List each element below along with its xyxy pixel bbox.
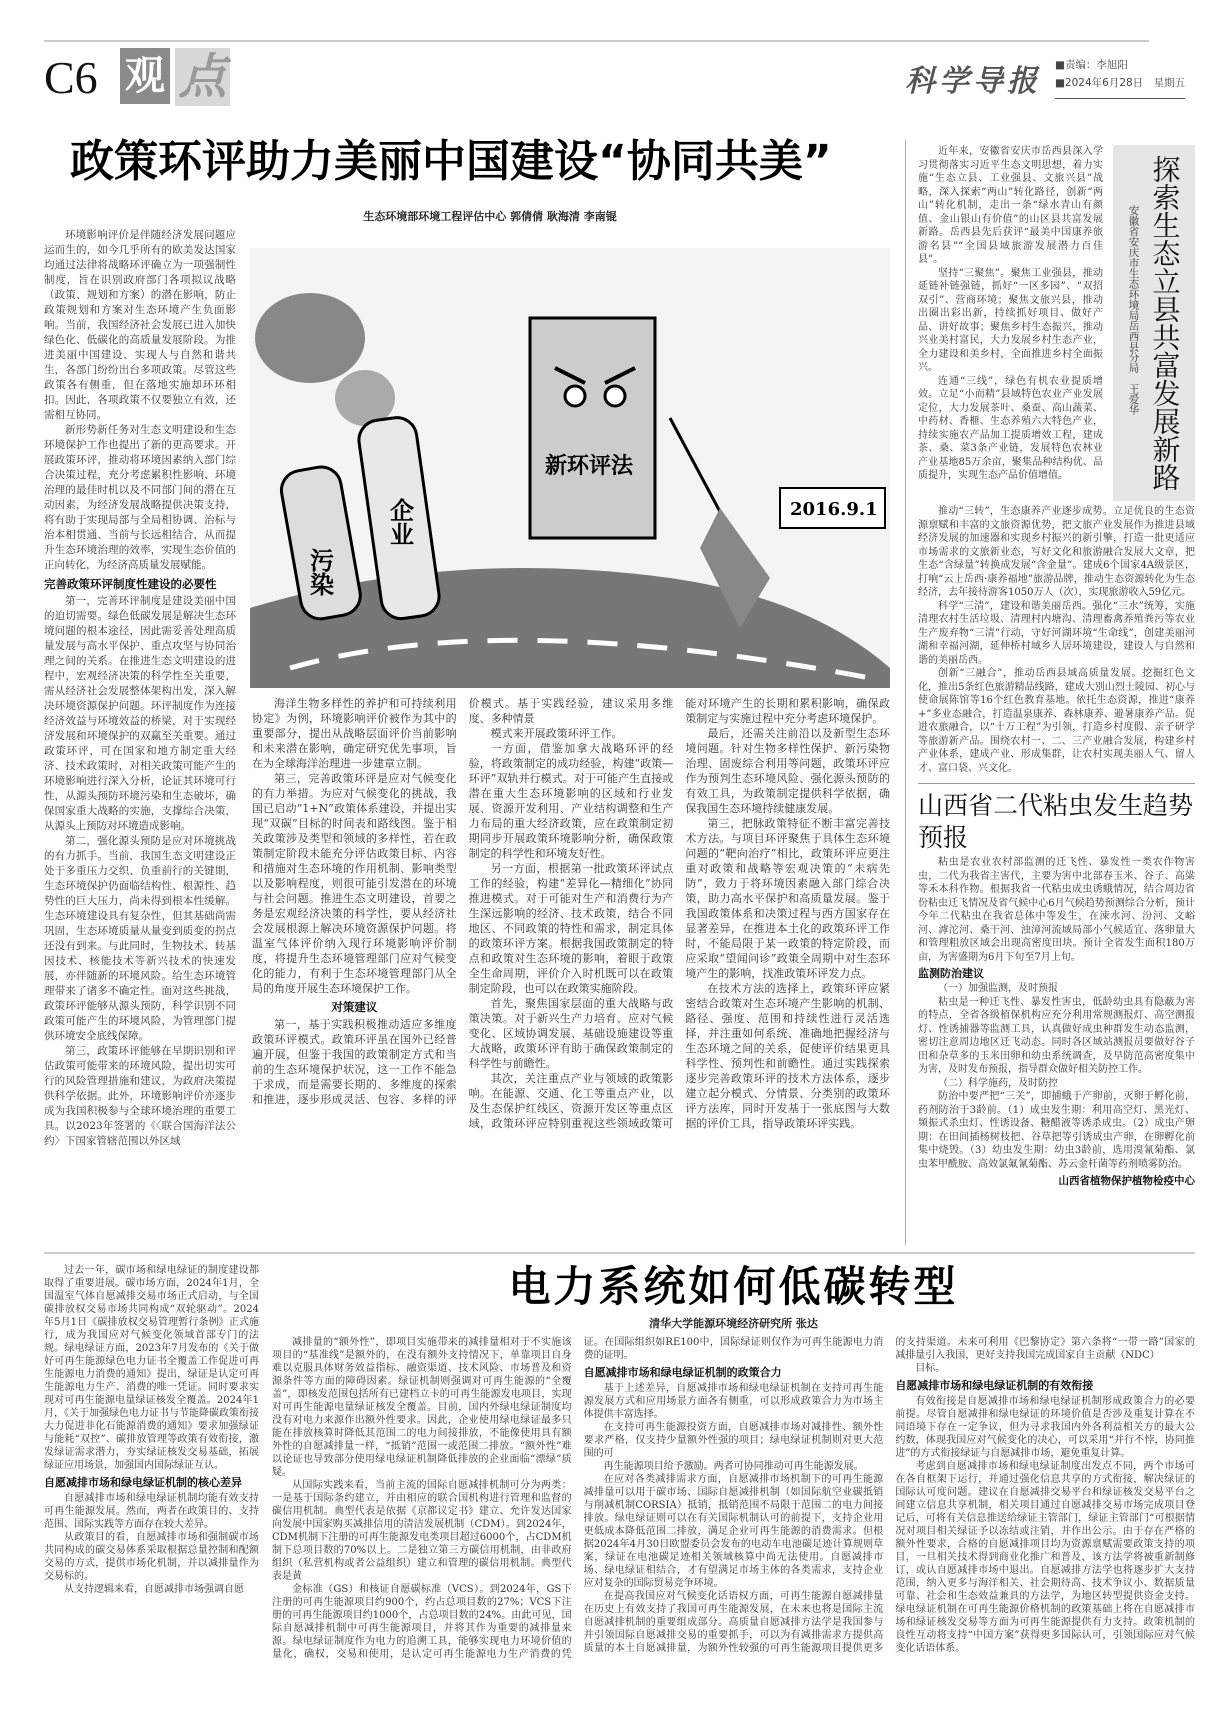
article3-title: 山西省二代粘虫发生趋势预报 <box>918 791 1194 852</box>
paragraph: 第三，完善政策环评是应对气候变化的有力举措。为应对气候变化的挑战，我国已启动“1+N”政策体系建设，并提出实现“双碳”目标的时间表和路线图。鉴于相关政策涉及类型和领域的多样性，若在政策制定阶段未能充分评估政策目标、内容和措施对生态环境的作用机制、影响类型以及影响程度，则很可能引发潜在的环境与社会问题。推进生态文明建设，首要之务是宏观经济决策的科学性，要从经济社会发展根源上解决环境资源保护问题。将温室气体评价纳入现行环境影响评价制度，将提升生态环境管理部门应对气候变化的能力，有利于生态环境管理部门从全局的角度开展生态环境保护工作。 <box>252 772 457 995</box>
section-logo <box>120 48 240 106</box>
article2-byline: 安徽省安庆市生态环境局岳西县分局 王爱华 <box>1127 205 1140 415</box>
paragraph: 从国际实践来看，当前主流的国际自愿减排机制可分为两类：一是基于国际条约建立，并由相应的联合国机构进行管理和监督的碳信用机制。典型代表是依据《京都议定书》建立、允许发达国家向发展中国家购买减排信用的清洁发展机制（CDM）。到2024年，CDM机制下注册的可再生能源发电类项目超过6000个，占CDM机制下总项目数的70%以上。二是独立第三方碳信用机制，由非政府组织（私营机构或者公益组织）建立和管理的碳信用机制。典型代表是黄 <box>272 1480 572 1582</box>
subheading: 监测防治建议 <box>918 967 984 980</box>
page-number: C6 <box>44 52 98 103</box>
paragraph: （一）加强监测，及时预报 <box>938 983 1058 994</box>
paragraph: 最后，还需关注前沿以及新型生态环境问题。针对生物多样性保护、新污染物治理、固废综合利用等问题，政策环评应作为预判生态环境风险、强化源头预防的有效工具，为政策制定提供科学依据，确保我国生态环境持续健康发展。 <box>685 727 890 815</box>
article2-column-top <box>918 145 1103 501</box>
paragraph: 减排量的“额外性”，即项目实施带来的减排量相对于不实施该项目的“基准线”是额外的，在没有额外支持情况下，单靠项目自身难以克服具体财务效益指标、融资渠道、技术风险、市场普及和资源条件等方面的障碍因素。绿证机制则强调对可再生能源的“全覆盖”，即核发范围包括所有已建档立卡的可再生能源发电项目，实现对可再生能源电量绿证核发全覆盖。目前，国内外绿电绿证制度均没有对电力来源作出额外性要求。因此，企业使用绿电绿证最多只能在排放核算时降低其范围二的电力间接排放，不能像使用具有额外性的自愿减排量一样，“抵销”范围一或范围二排放。“额外性”难以论证也导致部分使用绿电绿证机制降低排放的企业面临“漂绿”质疑。 <box>272 1337 572 1478</box>
article2-title: 探索生态立县共富发展新路 <box>1148 155 1182 491</box>
article3-body <box>918 856 1195 1171</box>
paragraph: 连通“三线”，绿色有机农业提质增效。立足“小而精”县域特色农业产业发展定位，大力发展茶叶、桑蚕、高山蔬菜、中药材、香榧、生态养殖六大特色产业，持续实施农产品加工提质增效工程，建成茶、桑、菜3条产业链，发展特色农林业产业基地85万余亩，聚集品种结构优、品质提升，实现生态产品价值增值。 <box>918 375 1103 481</box>
editor-label: ■责编：李旭阳 <box>1055 59 1128 71</box>
article-byline: 生态环境部环境工程评估中心 郭倩倩 耿海清 李南锟 <box>363 210 617 223</box>
paragraph: 第三，把脉政策特征不断丰富完善技术方法。与项目环评聚焦于具体生态环境问题的“靶向治疗”相比，政策环评应更注重对政策和战略等宏观决策的“未病先防”，致力于将环境因素融入部门综合决策，助力高水平保护和高质量发展。鉴于我国政策体系和决策过程与西方国家存在显著差异，在推进本土化的政策环评工作时，不能局限于某一政策的特定阶段，而应采取“望闻问诊”政策全周期中对生态环境产生的影响，找准政策环评发力点。 <box>685 817 890 980</box>
smoke-cloud <box>255 293 365 383</box>
paragraph: 坚持“三聚焦”。聚焦工业强县，推动延链补链强链，抓好“一区多园”、“双招双引”、营商环境；聚焦文旅兴县，推动出圈出彩出新，持续抓好项目、做好产品、讲好故事；聚焦乡村生态振兴，推动兴业美村富民，大力发展乡村生态产业，全力建设和美乡村，全面推进乡村全面振兴。 <box>918 267 1103 373</box>
law-book-figure <box>530 318 655 538</box>
paragraph: 另一方面，根据第一批政策环评试点工作的经验，构建“差异化—精细化”协同推进模式。对于可能对生产和消费行为产生深远影响的经济、技术政策，结合不同地区、不同政策的特性和需求，制定具体的政策环评方案。根据我国政策制定的特点和政策对生态环境的影响，着眼于政策全生命周期，评价介入时机既可以在政策制定阶段，也可以在政策实施阶段。 <box>468 862 674 995</box>
paragraph: 一方面，借鉴加拿大战略环评的经验，将政策制定的成功经验，构建“政策—环评”双轨并行模式。对于可能产生直接或潜在重大生态环境影响的区域和行业发展、资源开发利用、产业结构调整和生产力布局的重大经济政策，应在政策制定初期同步开展政策环境影响分析，确保政策制定的科学性和环境友好性。 <box>468 742 674 860</box>
cartoon-svg <box>250 248 890 688</box>
paragraph: 从政策目的看，自愿减排市场和强制碳市场共同构成的碳交易体系采取根据总量控制和配额交易的方式，提供市场化机制，并以减排量作为交易标的。 <box>44 1532 259 1582</box>
subheading: 自愿减排市场和绿电绿证机制的政策合力 <box>583 1366 782 1379</box>
paragraph: 从支持逻辑来看，自愿减排市场强调自愿 <box>64 1584 244 1595</box>
paragraph: 第三，政策环评能够在早期识别和评估政策可能带来的环境风险，提出切实可行的风险管理措施和建议，为政府决策提供科学依据。此外，环境影响评价亦逐步成为我国积极参与全球环境治理的重要工具。以2023年签署的《〈联合国海洋法公约〉下国家管辖范围以外区域 <box>44 1045 236 1147</box>
eye <box>605 386 625 406</box>
paragraph: 第一，基于实践积极推动适应多维度政策环评模式。政策环评虽在国外已经普遍开展，但鉴于我国的政策制定方式和当前的生态环境保护状况，这一工作不能急于求成，而是需要长期的、多维度的探索和推进，逐步形成灵活、包容、多样的评价模式。基于实践经验，建议采用多维度、多种情景 <box>252 697 674 1106</box>
paragraph: 在提高我国应对气候变化话语权方面，可再生能源自愿减排量在历史上有效支持了我国可再生能源发展，在未来也将是国际主流自愿减排机制的重要组成部分。高质量自愿减排方法学是我国参与并引领国际自愿减排交易的重要抓手，可以为有减排需求方提供高质量的本土自愿减排量，为额外性较强的可再生能源项目提供更多的支持渠道。未来可利用《巴黎协定》第六条将“一带一路”国家的减排量引入我国，更好支持我国完成国家自主贡献（NDC） <box>583 1337 1195 1654</box>
cartoon-illustration <box>250 248 890 688</box>
article4-title: 电力系统如何低碳转型 <box>508 1262 959 1311</box>
subheading: 完善政策环评制度性建设的必要性 <box>44 577 217 591</box>
paragraph: 自愿减排市场和绿电绿证机制均能有效支持可再生能源发展。然而，两者在政策目的、支持范围、国际实践等方面存在较大差异。 <box>44 1493 259 1530</box>
article2-top <box>918 145 1195 501</box>
article2-column-bottom <box>918 505 1195 775</box>
paragraph: 在支持可再生能源投资方面，自愿减排市场对减排性、额外性要求严格，仅支持少量额外性强的项目；绿电绿证机制则对更大范围的可 <box>583 1422 884 1459</box>
paragraph: （二）科学施药，及时防控 <box>938 1077 1058 1089</box>
paragraph: 金标准（GS）和核证自愿碳标准（VCS）。到2024年，GS下注册的可再生能源项目约900个，约占总项目数的27%；VCS下注册的可再生能源项目约1000个，占总项目数的24%。由此可见，国际自愿减排机制中可再生能源项目，并将其作为重要的减排量来源。绿电绿证制度作为电力的追溯工具，能够实现电力环境价值的量化，确权，交易和使用，是认定可再生能源电力生产消费的凭证。在国际组织如RE100中，国际绿证则仅作为可再生能源电力消费的证明。 <box>272 1337 884 1660</box>
paragraph: 科学“三清”，建设和谐美丽岳西。强化“三水”统筹，实施清理农村生活垃圾、清理村内塘沟、清理畜禽养殖粪污等农业生产废弃物“三清”行动，守好河湖环境“生命线”，创建美丽河湖和幸福河湖，延伸桥村域乡人居环境建设，建设人与自然和谐的美丽岳西。 <box>918 600 1195 666</box>
right-column <box>918 145 1195 1188</box>
subheading: 对策建议 <box>331 1000 378 1014</box>
paragraph: 环境影响评价是伴随经济发展问题应运而生的，如今几乎所有的欧美发达国家均通过法律将战略环评确立为一项强制性制度，旨在识别政府部门各项拟议战略（政策、规划和方案）的潜在影响，防止政策规划和方案对生态环境产生负面影响。当前，我国经济社会发展已进入加快绿色化、低碳化的高质量发展阶段。为推进美丽中国建设、实现人与自然和谐共生，各部门纷纷出台多项政策。尽管这些政策各有侧重，但在落地实施却环环相扣。因此，各项政策不仅要独立有效，还需相互协同。 <box>44 229 236 421</box>
paragraph: 推动“三转”，生态康养产业逐步成势。立足优良的生态资源禀赋和丰富的文旅资源优势，把文旅产业发展作为推进县域经济发展的加速器和实现乡村振兴的新引擎，打造一批更适应市场需求的文旅新业态，写好文化和旅游融合发展大文章，把生态“含绿量”转换成发展“含金量”。建成6个国家4A级景区，打响“云上岳西·康养福地”旅游品牌，推动生态资源转化为生态经济，去年接待游客1050万人（次），实现旅游收入59亿元。 <box>918 506 1195 598</box>
paragraph: 首先，聚焦国家层面的重大战略与政策决策。对于新兴生产力培育、应对气候变化、区域协调发展、基础设施建设等重大战略，政策环评有助于确保政策制定的科学性与前瞻性。 <box>468 997 674 1070</box>
subheading: 自愿减排市场和绿电绿证机制的有效衔接 <box>895 1379 1094 1392</box>
paragraph: 目标。 <box>915 1363 946 1374</box>
header-meta-rule <box>1055 98 1185 99</box>
paragraph: 防治中要严把“三关”，即捕蛾于产卵前，灭卵于孵化前，药剂防治于3龄前。（1）成虫发生期：利用高空灯、黑光灯、频振式杀虫灯、性诱设备、糖醋液等诱杀成虫。（2）成虫产卵期：在田间插杨树枝把、谷草把等引诱成虫产卵，在卵孵化前集中烧毁。（3）幼虫发生期：幼虫3龄前，选用溴氰菊酯、氯虫苯甲酰胺、高效氯氟氰菊酯、苏云金杆菌等药剂喷雾防治。 <box>918 1091 1195 1170</box>
subheading: 自愿减排市场和绿电绿证机制的核心差异 <box>44 1476 242 1489</box>
paragraph: 过去一年，碳市场和绿电绿证的制度建设都取得了重要进展。碳市场方面，2024年1月，全国温室气体自愿减排交易市场正式启动，与全国碳排放权交易市场共同构成“双轮驱动”。2024年5月1日《碳排放权交易管理暂行条例》正式施行，成为我国应对气候变化领域首部专门的法规。绿电绿证方面，2023年7月发布的《关于做好可再生能源绿色电力证书全覆盖工作促进可再生能源电力消费的通知》提出，绿证是认定可再生能源电力生产、消费的唯一凭证。同时要求实现对可再生能源电量绿证核发全覆盖。2024年1月，《关于加强绿色电力证书与节能降碳政策衔接大力促进非化石能源消费的通知》要求加强绿证与能耗“双控”、碳排放管理等政策有效衔接，激发绿证需求潜力，夯实绿证核发交易基础，拓展绿证应用场景，加强国内国际绿证互认。 <box>44 1265 259 1471</box>
section-logo-char-2: 点 <box>175 48 230 106</box>
article4-byline: 清华大学能源环境经济研究所 张达 <box>649 1317 818 1330</box>
article1-column-1 <box>44 228 236 1149</box>
article4-columns-2-5 <box>272 1336 1195 1661</box>
cartoon-label-date: 2016.9.1 <box>790 499 878 520</box>
column-divider <box>905 140 906 1245</box>
paragraph: 新形势新任务对生态文明建设和生态环境保护工作也提出了新的更高要求。开展政策环评，推动将环境因素纳入部门综合决策过程，充分考虑累积性影响、环境治理的最佳时机以及不同部门间的潜在互动因素，为经济发展战略提供决策支持，将有助于实现局部与全局相协调、治标与治本相贯通、当前与长远相结合，从而提升生态环境治理的效率，实现生态价值的正向转化，为经济高质量发展赋能。 <box>44 424 236 571</box>
paragraph: 第二，强化源头预防是应对环境挑战的有力抓手。当前，我国生态文明建设正处于多重压力交织、负重前行的关键期，生态环境保护仍面临结构性、根源性、趋势性的巨大压力，尚未得到根本性缓解。生态环境建设具有复杂性，但其基础尚需巩固，生态环境质量从量变到质变的拐点还没有到来。与此同时，生物技术、转基因技术、核能技术等新兴技术的快速发展，亦伴随新的环境风险。给生态环境管理带来了诸多不确定性。面对这些挑战，政策环评能够从源头预防，科学识别不同政策可能产生的环境风险，为管理部门提供环境安全底线保障。 <box>44 835 236 1042</box>
article1-columns-2-4 <box>252 696 890 1131</box>
paragraph: 粘虫是农业农村部监测的迁飞性、暴发性一类农作物害虫，二代为我省主害代，主要为害中北部春玉米、谷子、高粱等禾本科作物。根据我省一代粘虫成虫诱蛾情况，结合周边省份粘虫迁飞情况及省气候中心6月气候趋势预测综合分析，预计今年二代粘虫在我省总体中等发生，在涑水河、汾河、文峪河、滹沱河、桑干河、浊漳河流域局部小气候适宜、落卵量大和管理粗放区域会出现高密度田块。预计全省发生面积180万亩，为害盛期为6月下旬至7月上旬。 <box>918 857 1195 963</box>
article3-top-rule <box>918 783 1195 784</box>
paragraph: 创新“三融合”，推动岳西县域高质量发展。挖掘红色文化，推出5条红色旅游精品线路，建成大别山烈士陵园、初心与使命展陈馆等16个红色教育基地。依托生态资源，推进“康养+”多业态融合，打造温泉康养、森林康养、避暑康养产品。促进农旅融合，以“十万工程”为引领，打造乡村度假、亲子研学等旅游新产品。围绕农村一、二、三产业融合发展，构建乡村产业体系，建成产业、形成集群，让农村实现美丽人气、留人才、富口袋、兴文化。 <box>918 668 1195 774</box>
paragraph: 海洋生物多样性的养护和可持续利用协定》为例，环境影响评价被作为其中的重要部分，提出从战略层面评价当前影响和未来潜在影响，确定研究优先事项，旨在为全球海洋治理进一步建章立制。 <box>252 697 457 770</box>
paragraph: 再生能源项目给予激励。两者可协同推动可再生能源发展。 <box>603 1461 864 1472</box>
section-logo-char-1: 观 <box>120 48 170 104</box>
header-top-rule <box>44 40 1149 42</box>
paragraph: 近年来，安徽省安庆市岳西县深入学习贯彻落实习近平生态文明思想，着力实施“生态立县、工业强县、文旅兴县”战略，深入探索“两山”转化路径，创新“两山”转化机制，走出一条“绿水青山有颜值、金山银山有价值”的山区县共富发展新路。岳西县先后获评“最美中国康养旅游名县”“全国县域旅游发展潜力百佳县”。 <box>918 146 1103 265</box>
issue-date: ■2024年6月28日 星期五 <box>1055 77 1186 89</box>
paragraph: 在技术方法的选择上，政策环评应紧密结合政策对生态环境产生影响的机制、路径、强度、范围和持续性进行灵活选择，并注重如何系统、准确地把握经济与生态环境之间的关系，促使评价结果更具科学性、预判性和前瞻性。通过实践探索逐步完善政策环评的技术方法体系，逐步建立起分模式、分情景、分类别的政策环评方法库，同时开发基于一张底图与大数据的评价工具，指导政策环评实践。 <box>685 982 890 1130</box>
cartoon-label-pollution: 污染 <box>305 548 335 596</box>
cartoon-label-enterprise: 企业 <box>385 498 415 546</box>
paragraph: 在应对各类减排需求方面，自愿减排市场机制下的可再生能源减排量可以用于碳市场、国际自愿减排机制（如国际航空业碳抵销与削减机制CORSIA）抵销，抵销范围不局限于范围二的电力间接排放。绿电绿证则可以在有关国际机制认可的前提下，支持企业用更低成本降低范围二排放，满足企业可再生能源的消费需求。但根据2024年4月30日欧盟委员会发布的电动车电池碳足迹计算规则草案，绿证在电池碳足迹相关领域核算中尚无法使用。自愿减排市场、绿电绿证相结合，才有望满足市场主体的各类需求，支持企业应对复杂的国际贸易竞争环境。 <box>583 1474 884 1589</box>
section-divider <box>44 1252 1195 1254</box>
article3-credit: 山西省植物保护植物检疫中心 <box>1058 1175 1195 1187</box>
paragraph: 模式来开展政策环评工作。 <box>490 727 623 740</box>
cartoon-label-law: 新环评法 <box>545 453 634 479</box>
article-title: 政策环评助力美丽中国建设“协同共美” <box>70 136 832 187</box>
eye <box>565 386 585 406</box>
paragraph: 考虑到自愿减排市场和绿电绿证制度出发点不同，两个市场可在各自框架下运行，并通过强化信息共享的方式衔接，解决绿证的国际认可度问题。建议在自愿减排交易平台和绿证核发交易平台之间建立信息共享机制，相关项目通过自愿减排交易市场完成项目登记后，可将有关信息推送给绿证主管部门，绿证主管部门“可根据情况对项目相关绿证予以冻结或注销，并作出公示。由于存在严格的额外性要求，合格的自愿减排项目均为资源禀赋需要政策支持的项目，一旦相关技术得到商业化推广和普及，该方法学将被重新制修订，或认自愿减排市场中退出。自愿减排方法学也将逐步扩大支持范围，纳入更多与海洋相关、社会期待高、技术争议小、数据质量可靠、社会和生态效益兼具的方法学，为地区转型提供资金支持。绿电绿证机制在可再生能源价格机制的政策基础上将在自愿减排市场和绿证核发交易等方面为可再生能源提供有力支持。政策机制的良性互动将支持“中国方案”获得更多国际认可，引领国际应对气候变化话语体系。 <box>895 1461 1195 1654</box>
paragraph: 其次，关注重点产业与领域的政策影响。在能源、交通、化工等重点产业，以及生态保护红线区、资源开发区等重点区域，政策环评应特别重视这些领域政策可能对环境产生的长期和累积影响，确保政策制定与实施过程中充分考虑环境保护。 <box>468 697 890 1130</box>
article2-title-box <box>1113 145 1195 501</box>
header-meta <box>1055 56 1185 92</box>
paragraph: 粘虫是一种迁飞性、暴发性害虫，低龄幼虫具有隐蔽为害的特点，全省各级植保机构应充分利用常规测报灯、高空测报灯、性诱捕器等监测工具，认真做好成虫种群发生动态监测，密切注意周边地区迁飞动态。同时各区域站测报员要做好谷子田和杂草多的玉米田卵和幼虫系统调查，及早防范高密度集中为害，及时发布预报，指导群众做好相关防控工作。 <box>918 996 1195 1075</box>
paragraph: 有效衔接是自愿减排市场和绿电绿证机制形成政策合力的必要前提。尽管自愿减排和绿电绿证的环境价值是否涉及重复计算在不同语境下存在一定争议，但为寻求我国内外各利益相关方的最大公约数，体现我国应对气候变化的决心，可以采用“并行不悖，协同推进”的方式衔接绿证与自愿减排市场，避免重复计算。 <box>895 1396 1195 1459</box>
paragraph: 第一，完善环评制度是建设美丽中国的迫切需要。绿色低碳发展是解决生态环境问题的根本途径，因此需妥善处理高质量发展与高水平保护、重点攻坚与协同治理之间的关系。在推进生态文明建设的进程中，宏观经济决策的科学性至关重要，需从经济社会发展整体架构出发，深入解决环境资源保护问题。环评制度作为连接经济效益与环境效益的桥梁，对于实现经济发展和环境保护的双赢至关重要。通过政策环评，可在国家和地方制定重大经济、技术政策时，对相关政策可能产生的环境影响进行深入分析，论证其环境可行性，从源头预防环境污染和生态破坏，确保国家重大战略的实施，支撑综合决策，从源头上预防对环境造成影响。 <box>44 595 236 832</box>
newspaper-logo: 科学导报 <box>905 64 1041 99</box>
paragraph: 基于上述差异，自愿减排市场和绿电绿证机制在支持可再生能源发展方式和应用场景方面各有侧重，可以形成政策合力为市场主体提供丰富选择。 <box>583 1383 884 1420</box>
article4-column-1 <box>44 1264 259 1596</box>
